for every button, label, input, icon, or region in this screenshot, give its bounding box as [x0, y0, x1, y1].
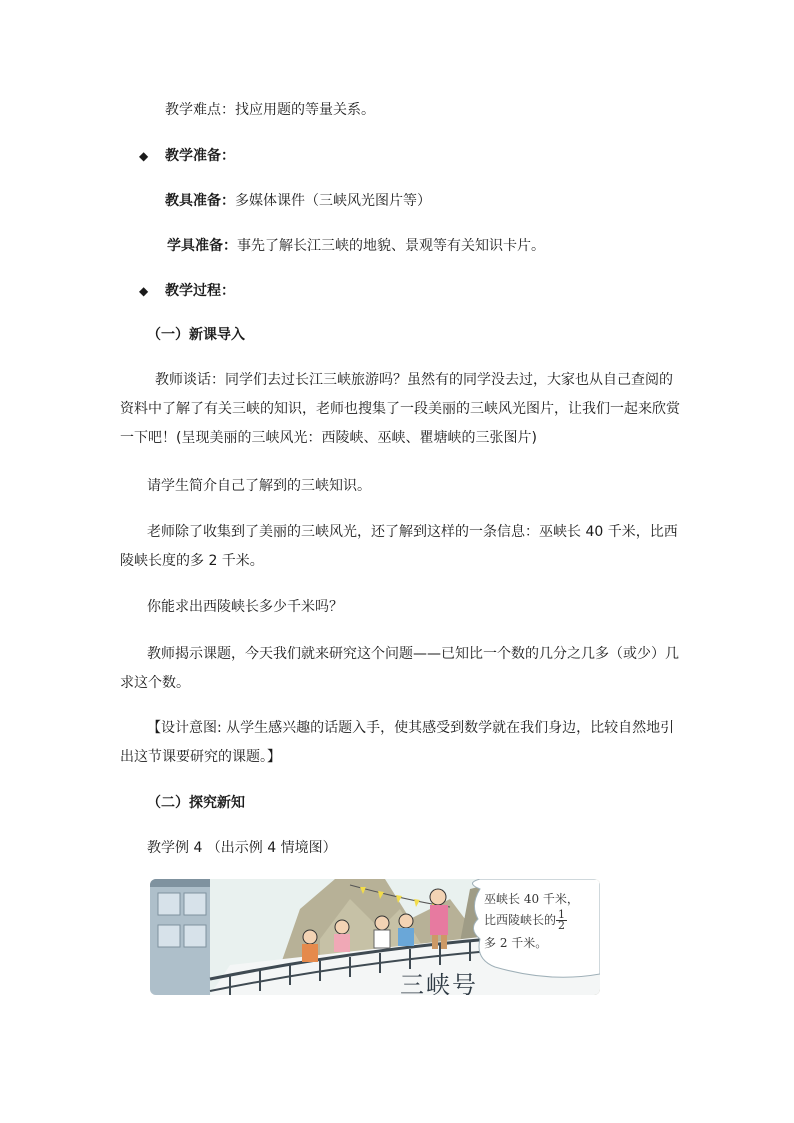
bullet-diamond-icon: ◆ [139, 149, 149, 163]
bubble-line3: 多 2 千米。 [484, 936, 548, 950]
para5-line2: 求这个数。 [120, 675, 190, 691]
para4: 你能求出西陵峡长多少千米吗？ [147, 599, 343, 615]
para5-line1: 教师揭示课题，今天我们就来研究这个问题——已知比一个数的几分之几多（或少）几 [147, 646, 679, 662]
example-caption: 教学例 4 （出示例 4 情境图） [147, 840, 337, 856]
para3-line1: 老师除了收集到了美丽的三峡风光，还了解到这样的一条信息：巫峡长 40 千米，比西 [147, 524, 678, 540]
para1-line2: 资料中了解了有关三峡的知识，老师也搜集了一段美丽的三峡风光图片，让我们一起来欣赏 [120, 401, 680, 417]
student-prep [167, 236, 545, 256]
teaching-difficulty: 教学难点：找应用题的等量关系。 [165, 102, 375, 118]
student-prep-text: 事先了解长江三峡的地貌、景观等有关知识卡片。 [237, 238, 545, 254]
section1-heading: （一）新课导入 [147, 327, 245, 343]
design-intent-line1: 【设计意图: 从学生感兴趣的话题入手，使其感受到数学就在我们身边，比较自然地引 [147, 720, 675, 736]
example-scene-illustration [150, 879, 600, 995]
teacher-prep [165, 191, 431, 211]
process-heading: 教学过程： [165, 283, 235, 299]
fraction [556, 910, 567, 931]
ship-name: 三峡号 [400, 971, 478, 995]
para1-line1: 教师谈话：同学们去过长江三峡旅游吗？虽然有的同学没去过，大家也从自己查阅的 [155, 372, 673, 388]
student-prep-label: 学具准备： [167, 238, 237, 254]
bullet-diamond-icon: ◆ [139, 284, 149, 298]
bubble-line2 [484, 910, 567, 931]
bubble-line1: 巫峡长 40 千米， [484, 892, 579, 906]
para3-line2: 陵峡长度的多 2 千米。 [120, 553, 264, 569]
section2-heading: （二）探究新知 [147, 795, 245, 811]
teacher-prep-label: 教具准备： [165, 193, 235, 209]
para2: 请学生简介自己了解到的三峡知识。 [147, 478, 371, 494]
bubble-line2-text: 比西陵峡长的 [484, 913, 557, 927]
design-intent-line2: 出这节课要研究的课题。】 [120, 749, 281, 765]
fraction-denominator: 2 [558, 919, 566, 932]
para1-line3: 一下吧！(呈现美丽的三峡风光：西陵峡、巫峡、瞿塘峡的三张图片) [120, 430, 537, 446]
fraction-numerator: 1 [558, 908, 566, 921]
teacher-prep-text: 多媒体课件（三峡风光图片等） [235, 193, 431, 209]
prep-heading: 教学准备： [165, 148, 235, 164]
